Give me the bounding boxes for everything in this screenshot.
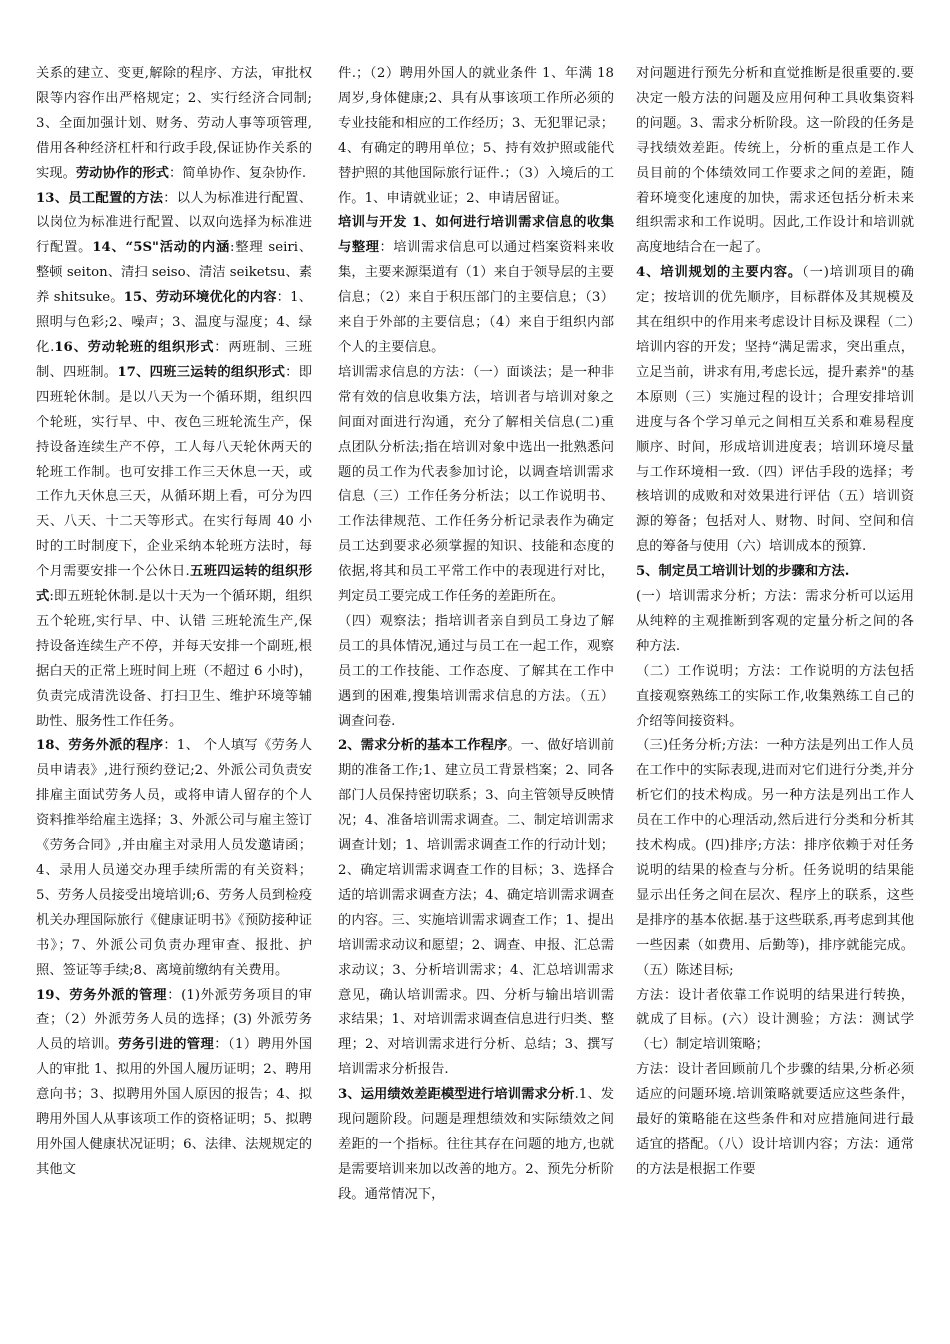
bold-heading-text: 19、劳务外派的管理 — [36, 987, 168, 1003]
body-text: ：(1)外派劳务项目的审查；（2）外派劳务人员的选择；(3) 外派劳务人员的培训。 — [36, 987, 312, 1053]
text-column-3 — [636, 62, 914, 1322]
paragraph — [338, 610, 614, 735]
body-text: 件.；（2）聘用外国人的就业条件 1、年满 18 周岁,身体健康;2、具有从事该项工作所必须的专业技能和相应的工作经历；3、无犯罪记录；4、有确定的聘用单位；5、持有效护照或能代替护照的其他国际旅行证件.；（3）入境后的工作。1、申请就业证；2、申请居留证。 — [338, 66, 614, 206]
body-text: :即五班轮休制.是以十天为一个循环期，组织五个轮班,实行早、中、认错 三班轮流生产,保持设备连续生产不停，并每天安排一个副班,根据白天的正常上班时间上班（不超过 6 小时)，负责完成清洗设备、打扫卫生、维护环境等辅助性、服务性工作任务。 — [36, 589, 312, 729]
paragraph — [636, 984, 914, 1059]
body-text: 。一、做好培训前期的准备工作;1、建立员工背景档案；2、同各部门人员保持密切联系；3、向主管领导反映情况；4、准备培训需求调查。二、制定培训需求调查计划；1、培训需求调查工作的行动计划；2、确定培训需求调查工作的目标；3、选择合适的培训需求调查方法；4、确定培训需求调查的内容。三、实施培训需求调查工作；1、提出培训需求动议和愿望；2、调查、申报、汇总需求动议；3、分析培训需求；4、汇总培训需求意见，确认培训需求。四、分析与输出培训需求结果；1、对培训需求调查信息进行归类、整理；2、对培训需求进行分析、总结；3、撰写培训需求分析报告. — [338, 738, 614, 1078]
body-text: ：两班制、三班制、四班制。 — [36, 339, 312, 380]
paragraph — [338, 734, 614, 1083]
paragraph — [338, 1083, 614, 1208]
bold-heading-text: 五班四运转的组织形式 — [36, 564, 312, 605]
paragraph — [636, 734, 914, 983]
paragraph — [636, 62, 914, 261]
body-text: （三)任务分析;方法：一种方法是列出工作人员在工作中的实际表现,进而对它们进行分类,并分析它们的技术构成。另一种方法是列出工作人员在工作中的心理活动,然后进行分类和分析其技术构成。(四)排序;方法：排序依赖于对任务说明的结果的检查与分析。任务说明的结果能显示出任务之间在层次、程序上的联系，这些是排序的基本依据.基于这些联系,再考虑到其他一些因素（如费用、后勤等)，排序就能完成。（五）陈述目标; — [636, 738, 914, 978]
paragraph — [36, 734, 312, 983]
body-text: ：1、照明与色彩;2、噪声；3、温度与湿度；4、绿化. — [36, 290, 312, 355]
body-text: （二）工作说明；方法：工作说明的方法包括直接观察熟练工的实际工作,收集熟练工自己的介绍等间接资料。 — [636, 663, 914, 729]
paragraph — [338, 62, 614, 211]
bold-heading-text: 15、劳动环境优化的内容 — [123, 290, 277, 306]
body-text: ：1、 个人填写《劳务人员申请表》,进行预约登记;2、外派公司负责安排雇主面试劳务人员，或将申请人留存的个人资料推举给雇主选择；3、外派公司与雇主签订《劳务合同》,并由雇主对录用人员发邀请函；4、录用人员递交办理手续所需的有关资料；5、劳务人员接受出境培训;6、劳务人员到检疫机关办理国际旅行《健康证明书》《预防接种证书》；7、外派公司负责办理审查、报批、护照、签证等手续;8、离境前缴纳有关费用。 — [36, 738, 312, 978]
body-text: 培训需求信息的方法：（一）面谈法；是一种非常有效的信息收集方法，培训者与培训对象之间面对面进行沟通，充分了解相关信息(二)重点团队分析法;指在培训对象中选出一批熟悉问题的员工作为代表参加讨论，以调查培训需求信息（三）工作任务分析法；以工作说明书、工作法律规范、工作任务分析记录表作为确定员工达到要求必须掌握的知识、技能和态度的依据,将其和员工平常工作中的表现进行对比，判定员工要完成工作任务的差距所在。 — [338, 364, 614, 605]
paragraph — [36, 187, 312, 735]
text-column-1 — [36, 62, 312, 1322]
bold-heading-text: 4、培训规划的主要内容。 — [636, 265, 803, 281]
bold-heading-text: 17、四班三运转的组织形式 — [117, 364, 286, 380]
bold-heading-text: 劳动协作的形式 — [75, 165, 169, 181]
bold-heading-text: 培训与开发 1、如何进行培训需求信息的收集与整理 — [338, 215, 614, 256]
body-text: 对问题进行预先分析和直觉推断是很重要的.要决定一般方法的问题及应用何种工具收集资料的问题。3、需求分析阶段。这一阶段的任务是寻找绩效差距。传统上，分析的重点是工作人员目前的个体绩效同工作要求之间的差距，随着环境变化速度的加快，需求还包括分析未来组织需求和工作说明。因此,工作设计和培训就高度地结合在一起了。 — [636, 66, 914, 256]
paragraph — [636, 261, 914, 560]
bold-heading-text: 13、员工配置的方法 — [36, 190, 164, 206]
paragraph — [636, 585, 914, 660]
paragraph — [338, 361, 614, 610]
body-text: .1、发现问题阶段。问题是理想绩效和实际绩效之间差距的一个指标。往往其存在问题的地方,也就是需要培训来加以改善的地方。2、预先分析阶段。通常情况下， — [338, 1087, 614, 1202]
body-text: 方法：设计者回顾前几个步骤的结果,分析必须适应的问题环境.培训策略就要适应这些条件，最好的策略能在这些条件和对应措施间进行最适宜的搭配。（八）设计培训内容；方法：通常的方法是根据工作要 — [636, 1062, 914, 1177]
body-text: (一）培训需求分析；方法：需求分析可以运用从纯粹的主观推断到客观的定量分析之间的各种方法. — [636, 589, 914, 654]
paragraph — [636, 1058, 914, 1183]
body-text: ：培训需求信息可以通过档案资料来收集，主要来源渠道有（1）来自于领导层的主要信息；（2）来自于积压部门的主要信息；（3）来自于外部的主要信息；（4）来自于组织内部个人的主要信息。 — [338, 240, 614, 355]
bold-heading-text: 16、劳动轮班的组织形式 — [54, 339, 215, 355]
bold-heading-text: 2、需求分析的基本工作程序 — [338, 738, 508, 754]
bold-heading-text: 5、制定员工培训计划的步骤和方法. — [636, 564, 850, 580]
body-text: ：（1）聘用外国人的审批 1、拟用的外国人履历证明；2、聘用意向书；3、拟聘用外国人原因的报告；4、拟聘用外国人从事该项工作的资格证明；5、拟聘用外国人健康状况证明；6、法律、法规规定的其他文 — [36, 1037, 312, 1177]
body-text: ：以人为标准进行配置、以岗位为标准进行配置、以双向选择为标准进行配置。 — [36, 190, 312, 256]
body-text: （四）观察法；指培训者亲自到员工身边了解员工的具体情况,通过与员工在一起工作，观察员工的工作技能、工作态度、了解其在工作中遇到的困难,搜集培训需求信息的方法。（五）调查问卷. — [338, 613, 614, 729]
paragraph — [36, 984, 312, 1183]
paragraph — [636, 660, 914, 735]
paragraph — [338, 211, 614, 360]
paragraph — [636, 560, 914, 585]
body-text: ：简单协作、复杂协作. — [168, 165, 307, 181]
body-text: :整理 seiri、整顿 seiton、清扫 seiso、清洁 seiketsu、素养 shitsuke。 — [36, 240, 312, 306]
body-text: 关系的建立、变更,解除的程序、方法，审批权限等内容作出严格规定；2、实行经济合同制;3、全面加强计划、财务、劳动人事等项管理,借用各种经济杠杆和行政手段,保证协作关系的实现。 — [36, 66, 312, 181]
bold-heading-text: 18、劳务外派的程序 — [36, 738, 164, 754]
body-text: （一)培训项目的确定；按培训的优先顺序，目标群体及其规模及其在组织中的作用来考虑设计目标及课程（二）培训内容的开发；坚持“满足需求，突出重点，立足当前，讲求有用,考虑长远，提升素养"的基本原则（三）实施过程的设计；合理安排培训进度与各个学习单元之间相互关系和难易程度顺序、时间，形成培训进度表；培训环境尽量与工作环境相一致.（四）评估手段的选择；考核培训的成败和对效果进行评估（五）培训资源的筹备；包括对人、财物、时间、空间和信息的筹备与使用（六）培训成本的预算. — [636, 265, 914, 555]
paragraph — [36, 62, 312, 187]
bold-heading-text: 劳务引进的管理 — [118, 1037, 215, 1053]
bold-heading-text: 14、“5S"活动的内涵 — [92, 240, 231, 256]
body-text: 方法：设计者依靠工作说明的结果进行转换，就成了目标。(六）设计测验；方法：测试学（七）制定培训策略； — [636, 987, 914, 1053]
bold-heading-text: 3、运用绩效差距模型进行培训需求分析 — [338, 1087, 575, 1103]
text-column-2 — [338, 62, 614, 1322]
body-text: ：即四班轮休制。是以八天为一个循环期，组织四个轮班，实行早、中、夜色三班轮流生产，保持设备连续生产不停，工人每八天轮休两天的轮班工作制。也可安排工作三天休息一天，或工作九天休息三天，从循环期上看，可分为四天、八天、十二天等形式。在实行每周 40 小时的工时制度下，企业采纳本轮班方法时，每个月需要安排一个公休日. — [36, 364, 312, 580]
